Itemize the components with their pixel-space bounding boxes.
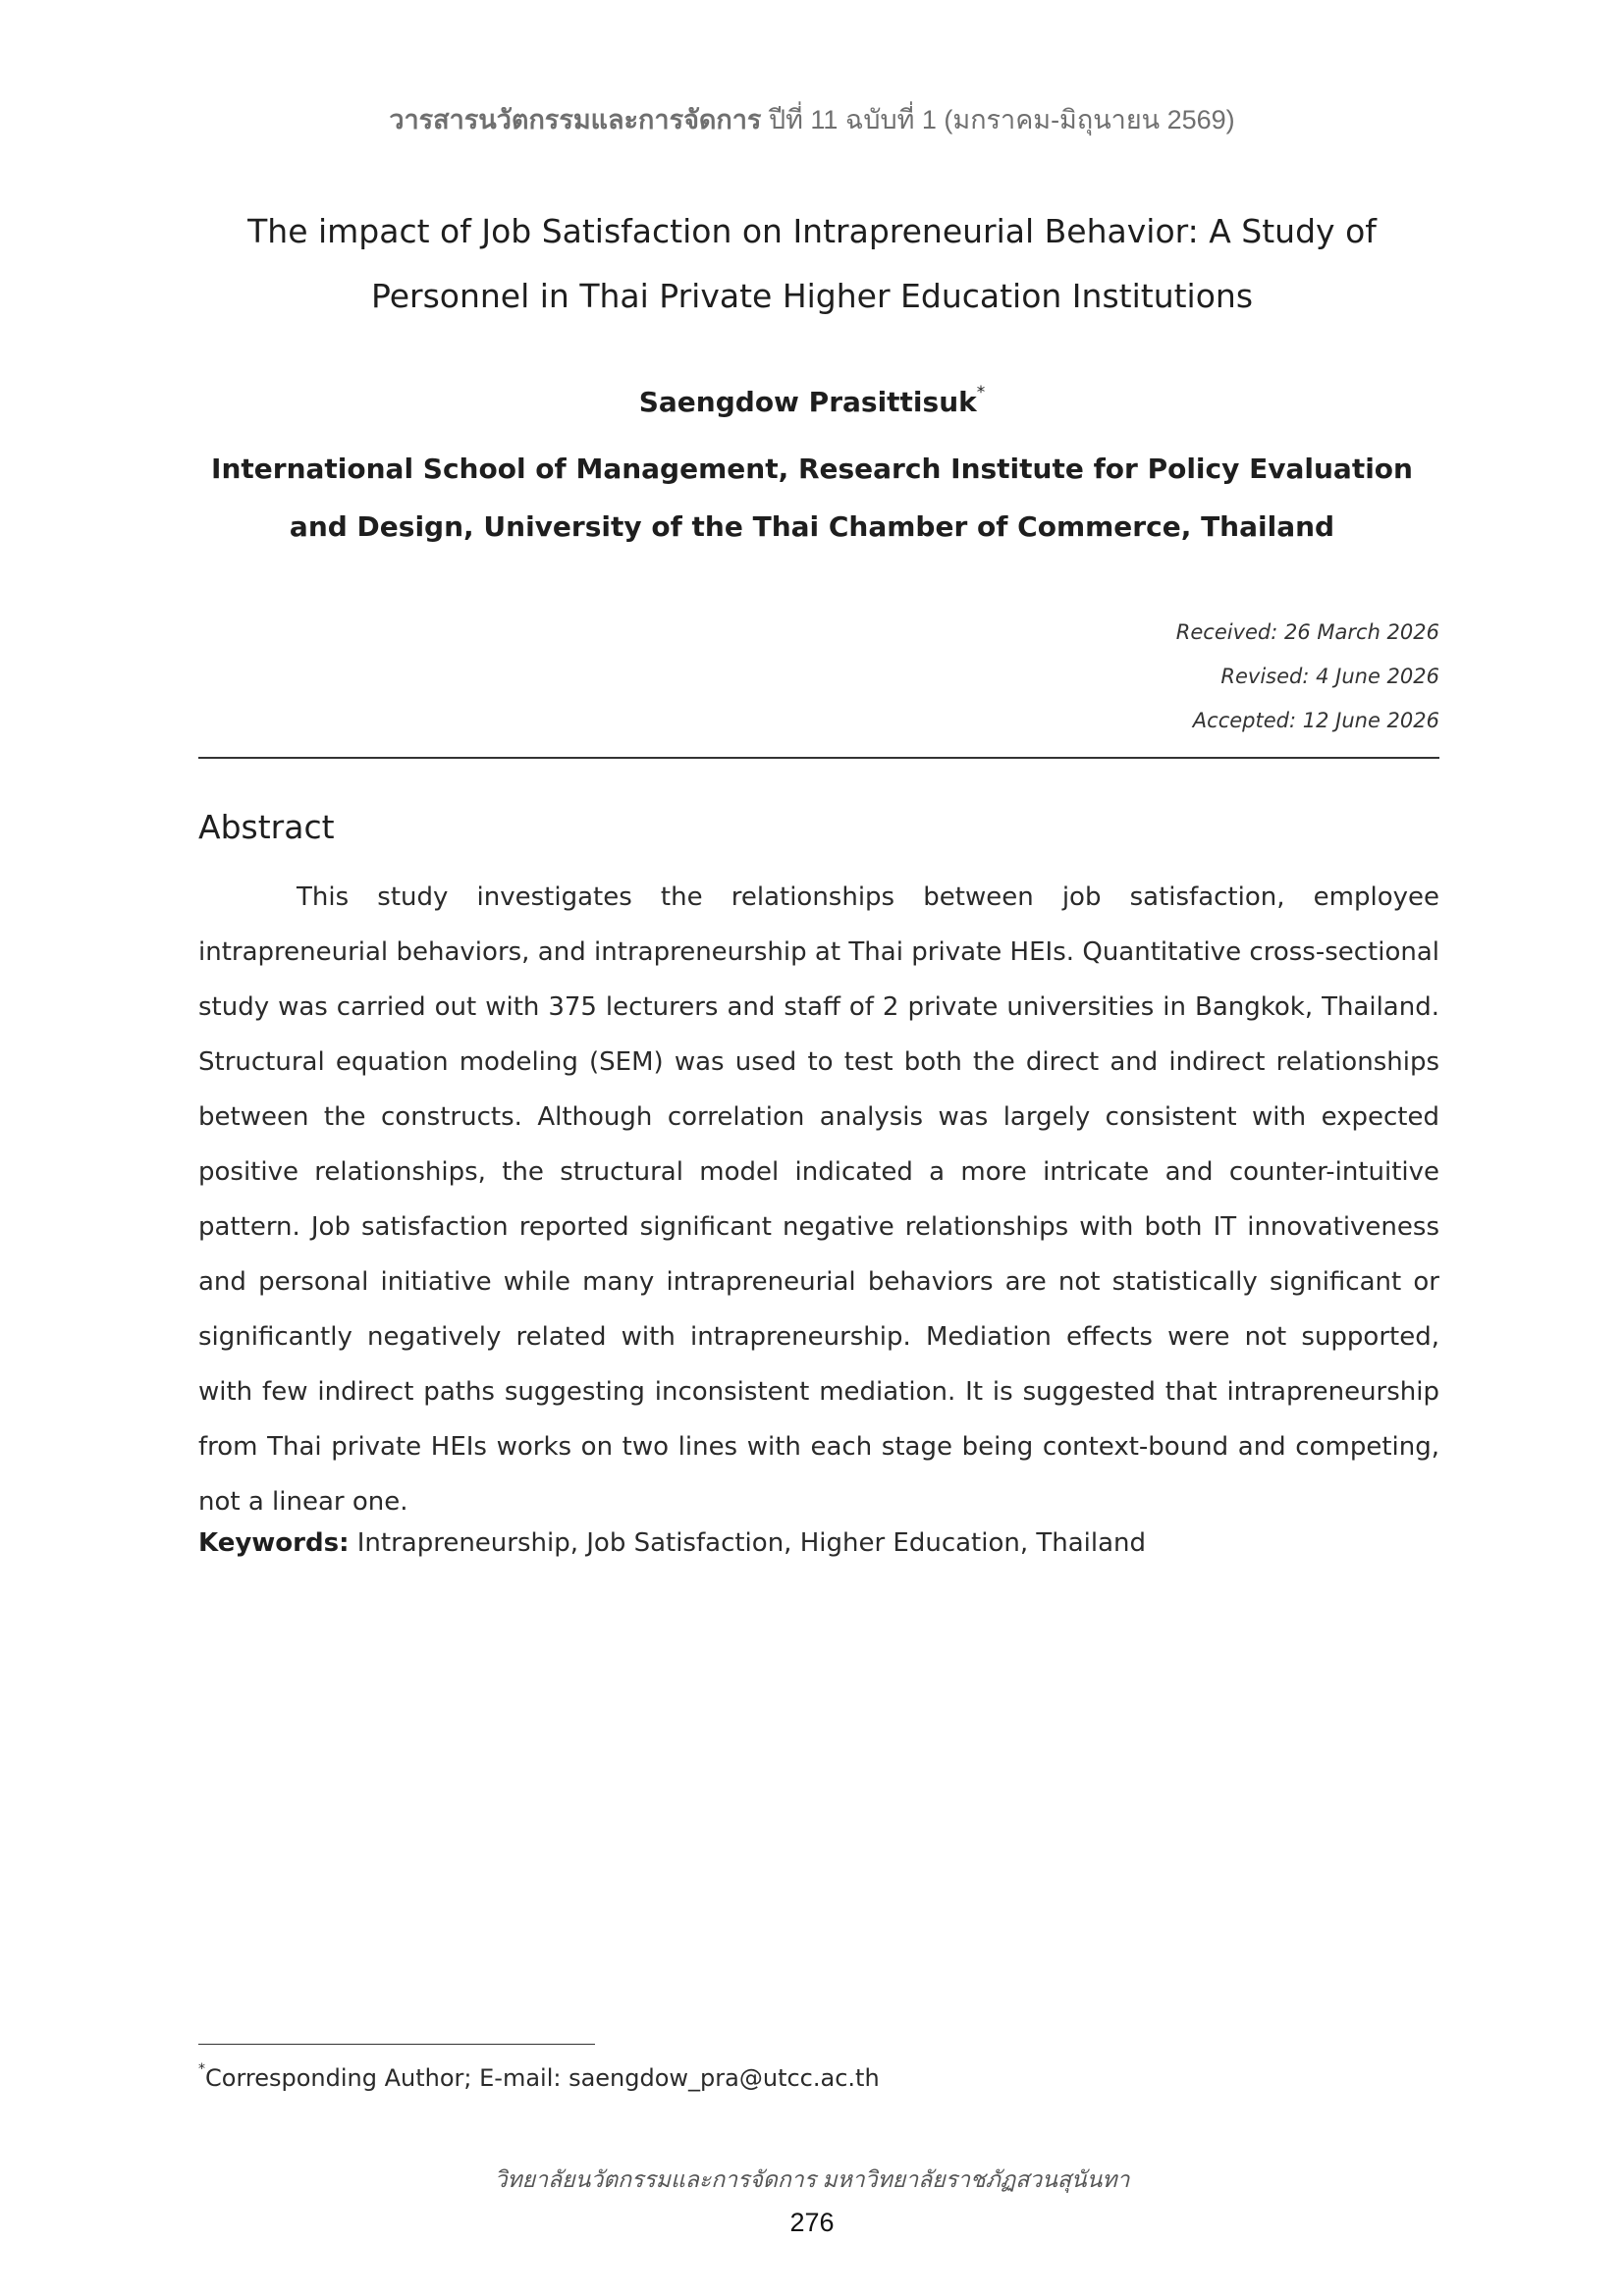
affiliation-line-1: International School of Management, Research Institute for Policy Evaluation	[211, 453, 1413, 485]
footer-institution: วิทยาลัยนวัตกรรมและการจัดการ มหาวิทยาลัยราชภัฏสวนสุนันทา	[494, 2166, 1130, 2192]
keywords	[198, 1528, 1439, 1558]
submission-dates	[850, 611, 1439, 743]
footnote-divider	[198, 2044, 595, 2045]
author-name: Saengdow Prasittisuk	[638, 386, 977, 418]
footnote-text: Corresponding Author; E-mail: saengdow_pra@utcc.ac.th	[205, 2064, 880, 2092]
affiliation	[147, 440, 1477, 556]
journal-issue: ปีที่ 11 ฉบับที่ 1 (มกราคม-มิถุนายน 2569)	[761, 105, 1235, 134]
keywords-text: Intrapreneurship, Job Satisfaction, Higher Education, Thailand	[349, 1528, 1147, 1558]
author-footnote-mark: *	[976, 382, 986, 402]
keywords-label: Keywords:	[198, 1528, 350, 1558]
footnote-mark: *	[198, 2061, 205, 2077]
journal-header	[0, 98, 1624, 140]
abstract-heading: Abstract	[198, 808, 335, 846]
paper-title	[147, 199, 1477, 329]
header-divider	[198, 757, 1439, 759]
paper-title-line-1: The impact of Job Satisfaction on Intrapreneurial Behavior: A Study of	[247, 212, 1377, 250]
page-number: 276	[789, 2208, 835, 2237]
received-date: Received: 26 March 2026	[1175, 620, 1439, 644]
affiliation-line-2: and Design, University of the Thai Chamber of Commerce, Thailand	[289, 510, 1335, 543]
paper-title-line-2: Personnel in Thai Private Higher Education Institutions	[370, 277, 1254, 315]
revised-date: Revised: 4 June 2026	[1220, 665, 1439, 688]
accepted-date: Accepted: 12 June 2026	[1192, 709, 1439, 732]
abstract-body: This study investigates the relationships between job satisfaction, employee intrapreneurial behaviors, and intrapreneurship at Thai private HEIs. Quantitative cross-sectional study was carried out with 375 lecturers and staff of 2 private universities in Bangkok, Thailand. Structural equation modeling (SEM) was used to test both the direct and indirect relationships between the constructs. Although correlation analysis was largely consistent with expected positive relationships, the structural model indicated a more intricate and counter-intuitive pattern. Job satisfaction reported significant negative relationships with both IT innovativeness and personal initiative while many intrapreneurial behaviors are not statistically significant or significantly negatively related with intrapreneurship. Mediation effects were not supported, with few indirect paths suggesting inconsistent mediation. It is suggested that intrapreneurship from Thai private HEIs works on two lines with each stage being context-bound and competing, not a linear one.	[198, 882, 1439, 1517]
author	[0, 382, 1624, 418]
journal-name: วารสารนวัตกรรมและการจัดการ	[389, 105, 762, 134]
footnote	[198, 2061, 880, 2092]
